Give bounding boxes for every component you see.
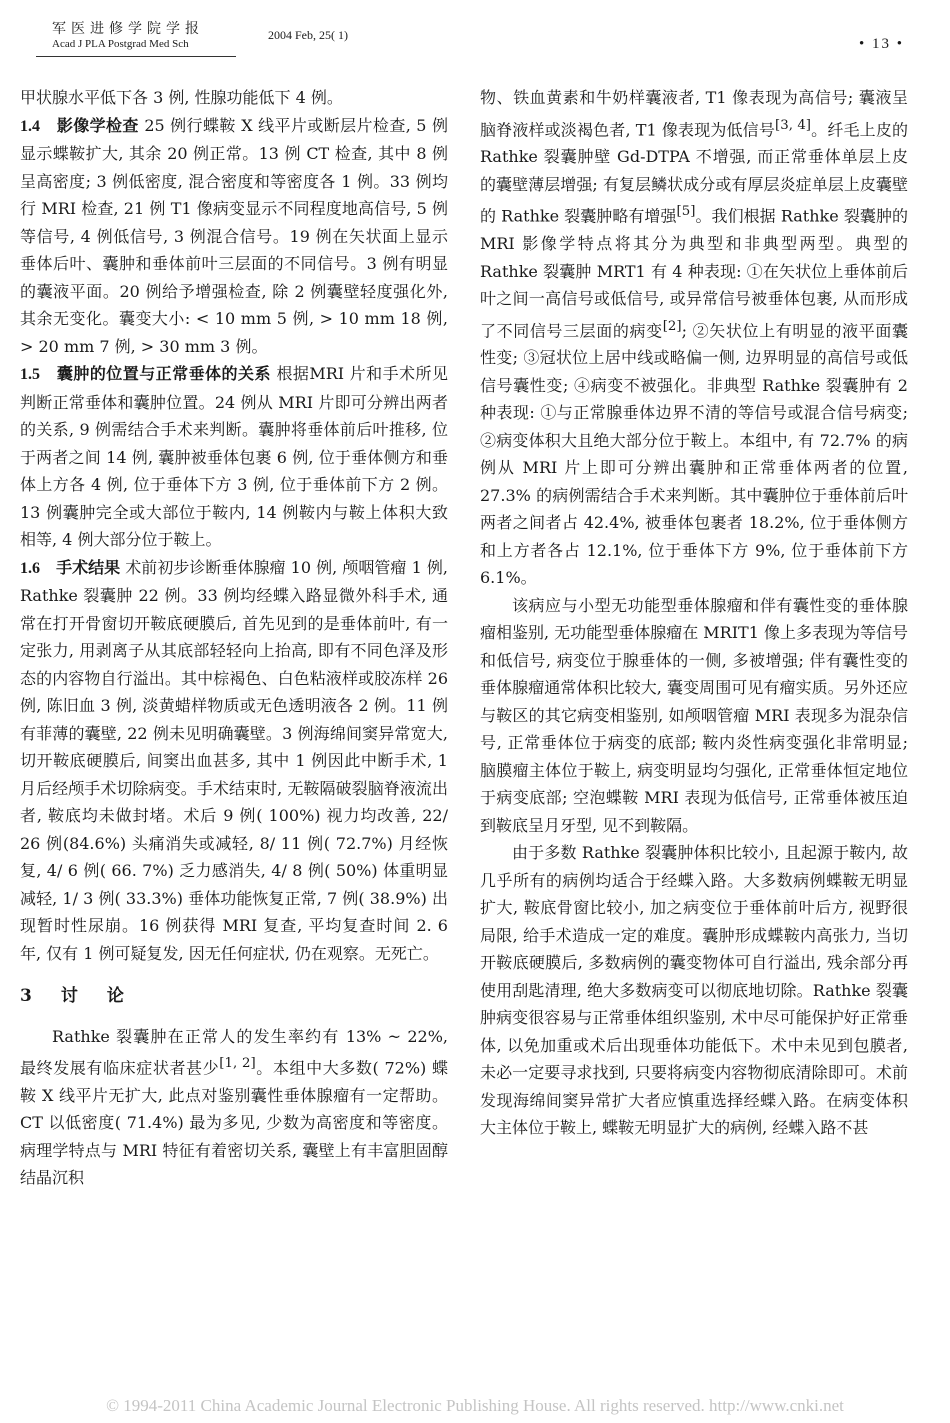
header-rule (36, 56, 236, 57)
discussion-heading: 3 讨 论 (20, 986, 130, 1006)
issue-info: 2004 Feb, 25( 1) (268, 28, 348, 42)
right-column (480, 84, 908, 1142)
citation: [5] (676, 204, 696, 220)
paragraph: 由于多数 Rathke 裂囊肿体积比较小, 且起源于鞍内, 故几乎所有的病例均适合于经蝶入路。大多数病例蝶鞍无明显扩大, 鞍底骨窗比较小, 加之病变位于垂体前叶后方, 视野很局限, 给手术造成一定的难度。囊肿形成蝶鞍内高张力, 当切开鞍底硬膜后, 多数病例的囊变物体可自行溢出, 残余部分再使用刮匙清理, 绝大多数病变可以彻底地切除。Rathke 裂囊肿病变很容易与正常垂体组织鉴别, 术中尽可能保护好正常垂体, 以免加重或术后出现垂体功能低下。术中未见到包膜者, 未必一定要寻求找到, 只要将病变内容物彻底清除即可。术前发现海绵间窦异常扩大者应慎重选择经蝶入路。在病变体积大主体位于鞍上, 蝶鞍无明显扩大的病例, 经蝶入路不甚 (480, 843, 908, 1138)
paragraph: Rathke 裂囊肿在正常人的发生率约有 13% ~ 22%, 最终发展有临床症状者甚少[1, 2]。本组中大多数( 72%) 蝶鞍 X 线平片无扩大, 此点对鉴别囊性垂体腺瘤有一定帮助。CT 以低密度( 71.4%) 最为多见, 少数为高密度和等密度。病理学特点与 MRI 特征有着密切关系, 囊壁上有丰富胆固醇结晶沉积 (20, 1026, 448, 1188)
section-1-6: 1.6 手术结果 术前初步诊断垂体腺瘤 10 例, 颅咽管瘤 1 例, Rathke 裂囊肿 22 例。33 例均经蝶入路显微外科手术, 通常在打开骨窗切开鞍底硬膜后, 首先见到的是垂体前叶, 有一定张力, 用剥离子从其底部轻轻向上抬高, 即有不同色泽及形态的内容物自行溢出。其中棕褐色、白色粘液样或胶冻样 26 例, 陈旧血 3 例, 淡黄蜡样物质或无色透明液各 2 例。11 例有菲薄的囊壁, 22 例未见明确囊壁。3 例海绵间窦异常宽大, 切开鞍底硬膜后, 间窦出血甚多, 其中 1 例因此中断手术, 1 月后经颅手术切除病变。手术结束时, 无鞍隔破裂脑脊液流出者, 鞍底均未做封堵。术后 9 例( 100%) 视力均改善, 22/ 26 例(84.6%) 头痛消失或减轻, 8/ 11 例( 72.7%) 月经恢复, 4/ 6 例( 66. 7%) 乏力感消失, 4/ 8 例( 50%) 体重明显减轻, 1/ 3 例( 33.3%) 垂体功能恢复正常, 7 例( 38.9%) 出现暂时性尿崩。16 例获得 MRI 复查, 平均复查时间 2. 6 年, 仅有 1 例可疑复发, 因无任何症状, 仍在观察。无死亡。 (20, 557, 448, 963)
section-1-4: 1.4 影像学检查 25 例行蝶鞍 X 线平片或断层片检查, 5 例显示蝶鞍扩大, 其余 20 例正常。13 例 CT 检查, 其中 8 例呈高密度; 3 例低密度, 混合密度和等密度各 1 例。33 例均行 MRI 检查, 21 例 T1 像病变显示不同程度地高信号, 5 例等信号, 4 例低信号, 3 例混合信号。19 例在矢状面上显示垂体后叶、囊肿和垂体前叶三层面的不同信号。3 例有明显的囊液平面。20 例给予增强检查, 除 2 例囊壁轻度强化外, 其余无变化。囊变大小: < 10 mm 5 例, > 10 mm 18 例, > 20 mm 7 例, > 30 mm 3 例。 (20, 115, 448, 356)
section-1-5: 1.5 囊肿的位置与正常垂体的关系 根据MRI 片和手术所见判断正常垂体和囊肿位置。24 例从 MRI 片即可分辨出两者的关系, 9 例需结合手术来判断。囊肿将垂体前后叶推移, 位于两者之间 14 例, 囊肿被垂体包裹 6 例, 位于垂体侧方和垂体上方各 4 例, 位于垂体下方 3 例, 位于垂体前下方 2 例。13 例囊肿完全或大部位于鞍内, 14 例鞍内与鞍上体积大致相等, 4 例大部分位于鞍上。 (20, 364, 448, 549)
citation: [3, 4] (775, 117, 812, 133)
section-title: 手术结果 (56, 557, 121, 577)
citation: [2] (662, 318, 682, 334)
page-header (36, 18, 916, 58)
paragraph: 甲状腺水平低下各 3 例, 性腺功能低下 4 例。 (20, 88, 343, 107)
section-title: 影像学检查 (56, 115, 139, 135)
page-number: • 13 • (858, 36, 904, 52)
paragraph: 该病应与小型无功能型垂体腺瘤和伴有囊性变的垂体腺瘤相鉴别, 无功能型垂体腺瘤在 MRIT1 像上多表现为等信号和低信号, 病变位于腺垂体的一侧, 多被增强; 伴有囊性变的垂体腺瘤通常体积比较大, 囊变周围可见有瘤实质。另外还应与鞍区的其它病变相鉴别, 如颅咽管瘤 MRI 表现多为混杂信号, 正常垂体位于病变的底部; 鞍内炎性病变强化非常明显; 脑膜瘤主体位于鞍上, 病变明显均匀强化, 正常垂体恒定地位于病变底部; 空泡蝶鞍 MRI 表现为低信号, 正常垂体被压迫到鞍底呈月牙型, 见不到鞍隔。 (480, 595, 908, 835)
copyright-watermark: © 1994-2011 China Academic Journal Electronic Publishing House. All rights reserved. http://www.cnki.net (106, 1396, 844, 1415)
paragraph: 物、铁血黄素和牛奶样囊液者, T1 像表现为高信号; 囊液呈脑脊液样或淡褐色者, T1 像表现为低信号[3, 4]。纤毛上皮的 Rathke 裂囊肿壁 Gd-DTPA 不增强, 而正常垂体单层上皮的囊壁薄层增强; 有复层鳞状成分或有厚层炎症单层上皮囊壁的 Rathke 裂囊肿略有增强[5]。我们根据 Rathke 裂囊肿的 MRI 影像学特点将其分为典型和非典型两型。典型的 Rathke 裂囊肿 MRT1 有 4 种表现: ①在矢状位上垂体前后叶之间一高信号或低信号, 或异常信号被垂体包裹, 从而形成了不同信号三层面的病变[2]; ②矢状位上有明显的液平面囊性变; ③冠状位上居中线或略偏一侧, 边界明显的高信号或低信号囊性变; ④病变不被强化。非典型 Rathke 裂囊肿有 2 种表现: ①与正常腺垂体边界不清的等信号或混合信号病变; ②病变体积大且绝大部分位于鞍上。本组中, 有 72.7% 的病例从 MRI 片上即可分辨出囊肿和正常垂体两者的位置, 27.3% 的病例需结合手术来判断。其中囊肿位于垂体前后叶两者之间者占 42.4%, 被垂体包裹者 18.2%, 位于垂体侧方和上方者各占 12.1%, 位于垂体下方 9%, 位于垂体前下方 6.1%。 (480, 88, 908, 588)
journal-title-cn: 军医进修学院学报 (52, 21, 204, 37)
section-title: 囊肿的位置与正常垂体的关系 (56, 364, 271, 383)
left-column (20, 84, 448, 1192)
journal-title-en: Acad J PLA Postgrad Med Sch (52, 38, 189, 50)
citation: [1, 2] (219, 1056, 256, 1071)
